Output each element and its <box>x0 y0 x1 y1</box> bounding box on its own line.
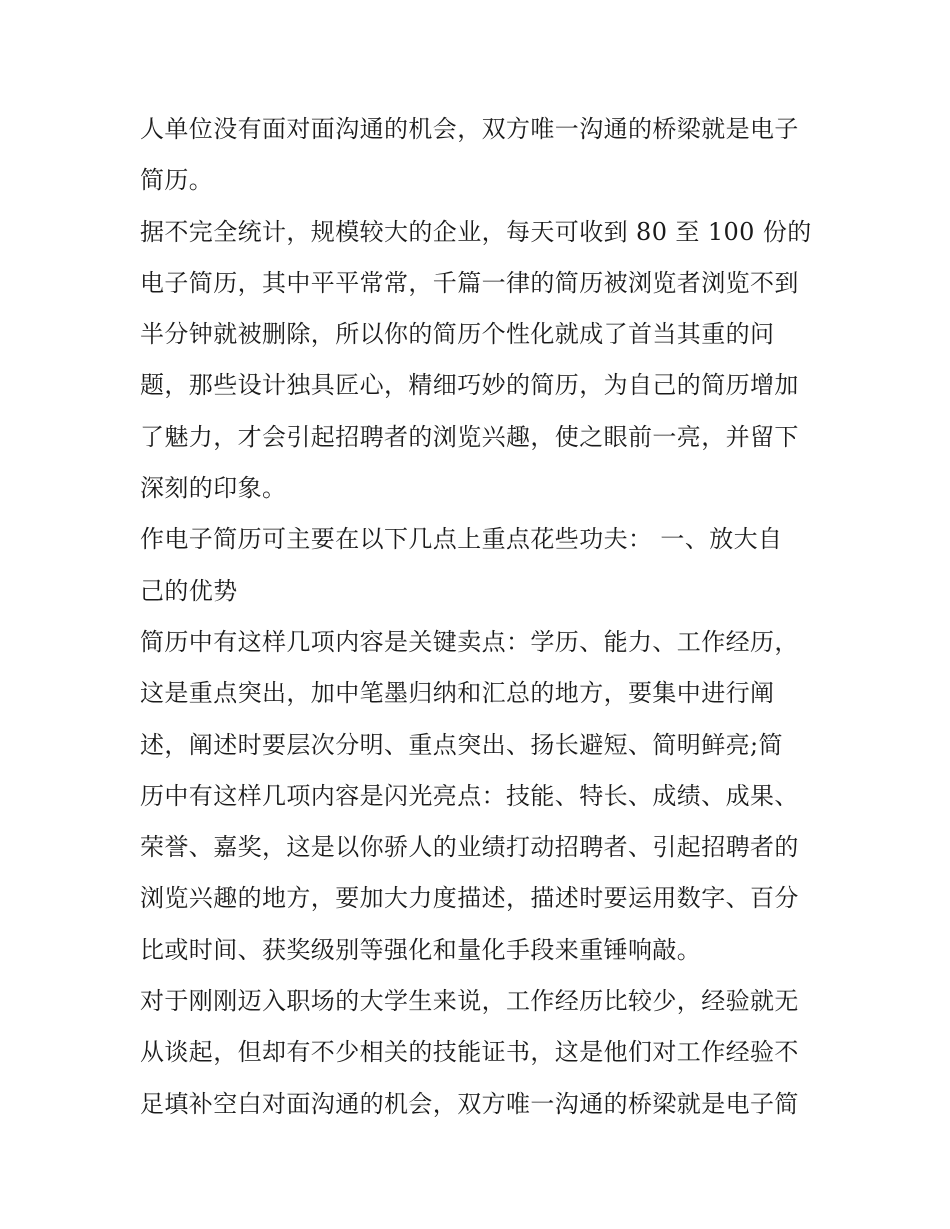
paragraph <box>140 617 820 976</box>
text-line: 据不完全统计，规模较大的企业，每天可收到 80 至 100 份的 <box>140 217 812 246</box>
text-line: 足填补空白对面沟通的机会，双方唯一沟通的桥梁就是电子简 <box>140 1089 799 1118</box>
text-line: 述，阐述时要层次分明、重点突出、扬长避短、简明鲜亮;简 <box>140 730 783 759</box>
text-line: 简历。 <box>140 166 214 195</box>
document-page <box>140 104 820 1130</box>
text-line: 对于刚刚迈入职场的大学生来说，工作经历比较少，经验就无 <box>140 987 799 1016</box>
paragraph <box>140 976 820 1130</box>
text-line: 己的优势 <box>140 576 238 605</box>
text-line: 简历中有这样几项内容是关键卖点：学历、能力、工作经历， <box>140 627 799 656</box>
text-line: 题，那些设计独具匠心，精细巧妙的简历，为自己的简历增加 <box>140 371 799 400</box>
text-line: 人单位没有面对面沟通的机会，双方唯一沟通的桥梁就是电子 <box>140 115 799 143</box>
paragraph <box>140 104 820 207</box>
text-line: 电子简历，其中平平常常，千篇一律的简历被浏览者浏览不到 <box>140 268 799 297</box>
text-line: 浏览兴趣的地方，要加大力度描述，描述时要运用数字、百分 <box>140 884 799 913</box>
text-line: 了魅力，才会引起招聘者的浏览兴趣，使之眼前一亮，并留下 <box>140 422 799 451</box>
paragraph <box>140 514 820 617</box>
text-line: 半分钟就被删除，所以你的简历个性化就成了首当其重的问 <box>140 320 775 349</box>
text-line: 深刻的印象。 <box>140 474 287 503</box>
text-line: 荣誉、嘉奖，这是以你骄人的业绩打动招聘者、引起招聘者的 <box>140 833 799 862</box>
text-line: 从谈起，但却有不少相关的技能证书，这是他们对工作经验不 <box>140 1038 799 1067</box>
text-line: 历中有这样几项内容是闪光亮点：技能、特长、成绩、成果、 <box>140 781 799 810</box>
text-line: 作电子简历可主要在以下几点上重点花些功夫： 一、放大自 <box>140 525 783 554</box>
text-line: 比或时间、获奖级别等强化和量化手段来重锤响敲。 <box>140 935 702 964</box>
paragraph <box>140 207 820 515</box>
text-line: 这是重点突出，加中笔墨归纳和汇总的地方，要集中进行阐 <box>140 679 775 708</box>
